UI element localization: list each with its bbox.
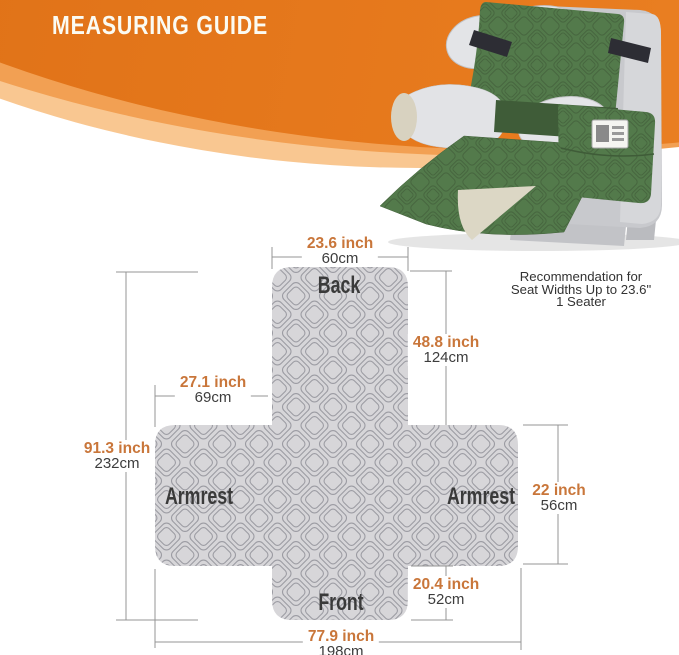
dimension-back-width-cm: 60cm [321,250,359,267]
page-title: MEASURING GUIDE [52,10,269,40]
dimension-back-width-inch: 23.6 inch [306,235,374,252]
panel-label-armrest-right: Armrest [446,483,516,510]
recommendation-line2: Seat Widths Up to 23.6" [510,281,652,297]
dimension-armrest-height-inch: 22 inch [532,482,586,499]
dimension-armrest-front-width-cm: 69cm [194,389,232,406]
dimension-armrest-height-cm: 56cm [540,497,578,514]
dimension-total-length-inch: 91.3 inch [83,440,151,457]
dimension-total-width-cm: 198cm [318,643,364,655]
dimension-back-width [302,235,378,267]
recommendation-note [497,271,665,309]
dimension-back-height-cm: 124cm [423,349,469,366]
dimension-total-length-cm: 232cm [94,455,140,472]
dimension-armrest-height [527,482,590,514]
dimension-total-length [79,440,155,472]
recommendation-line3: 1 Seater [556,294,606,309]
panel-label-front: Front [318,589,364,616]
dimension-back-height [408,334,484,366]
dimension-armrest-front-width [175,374,251,406]
dimension-armrest-front-width-inch: 27.1 inch [179,374,247,391]
recommendation-line1: Recommendation for [519,269,643,284]
dimension-back-height-inch: 48.8 inch [412,334,480,351]
panel-label-back: Back [317,272,361,299]
dimension-front-height [408,576,484,608]
dimension-total-width-inch: 77.9 inch [307,628,375,645]
dimension-front-height-inch: 20.4 inch [412,576,480,593]
dimension-front-height-cm: 52cm [427,591,465,608]
panel-label-armrest-left: Armrest [164,483,234,510]
dimension-total-width [303,628,379,655]
unfolded-cover-shape [155,267,518,620]
